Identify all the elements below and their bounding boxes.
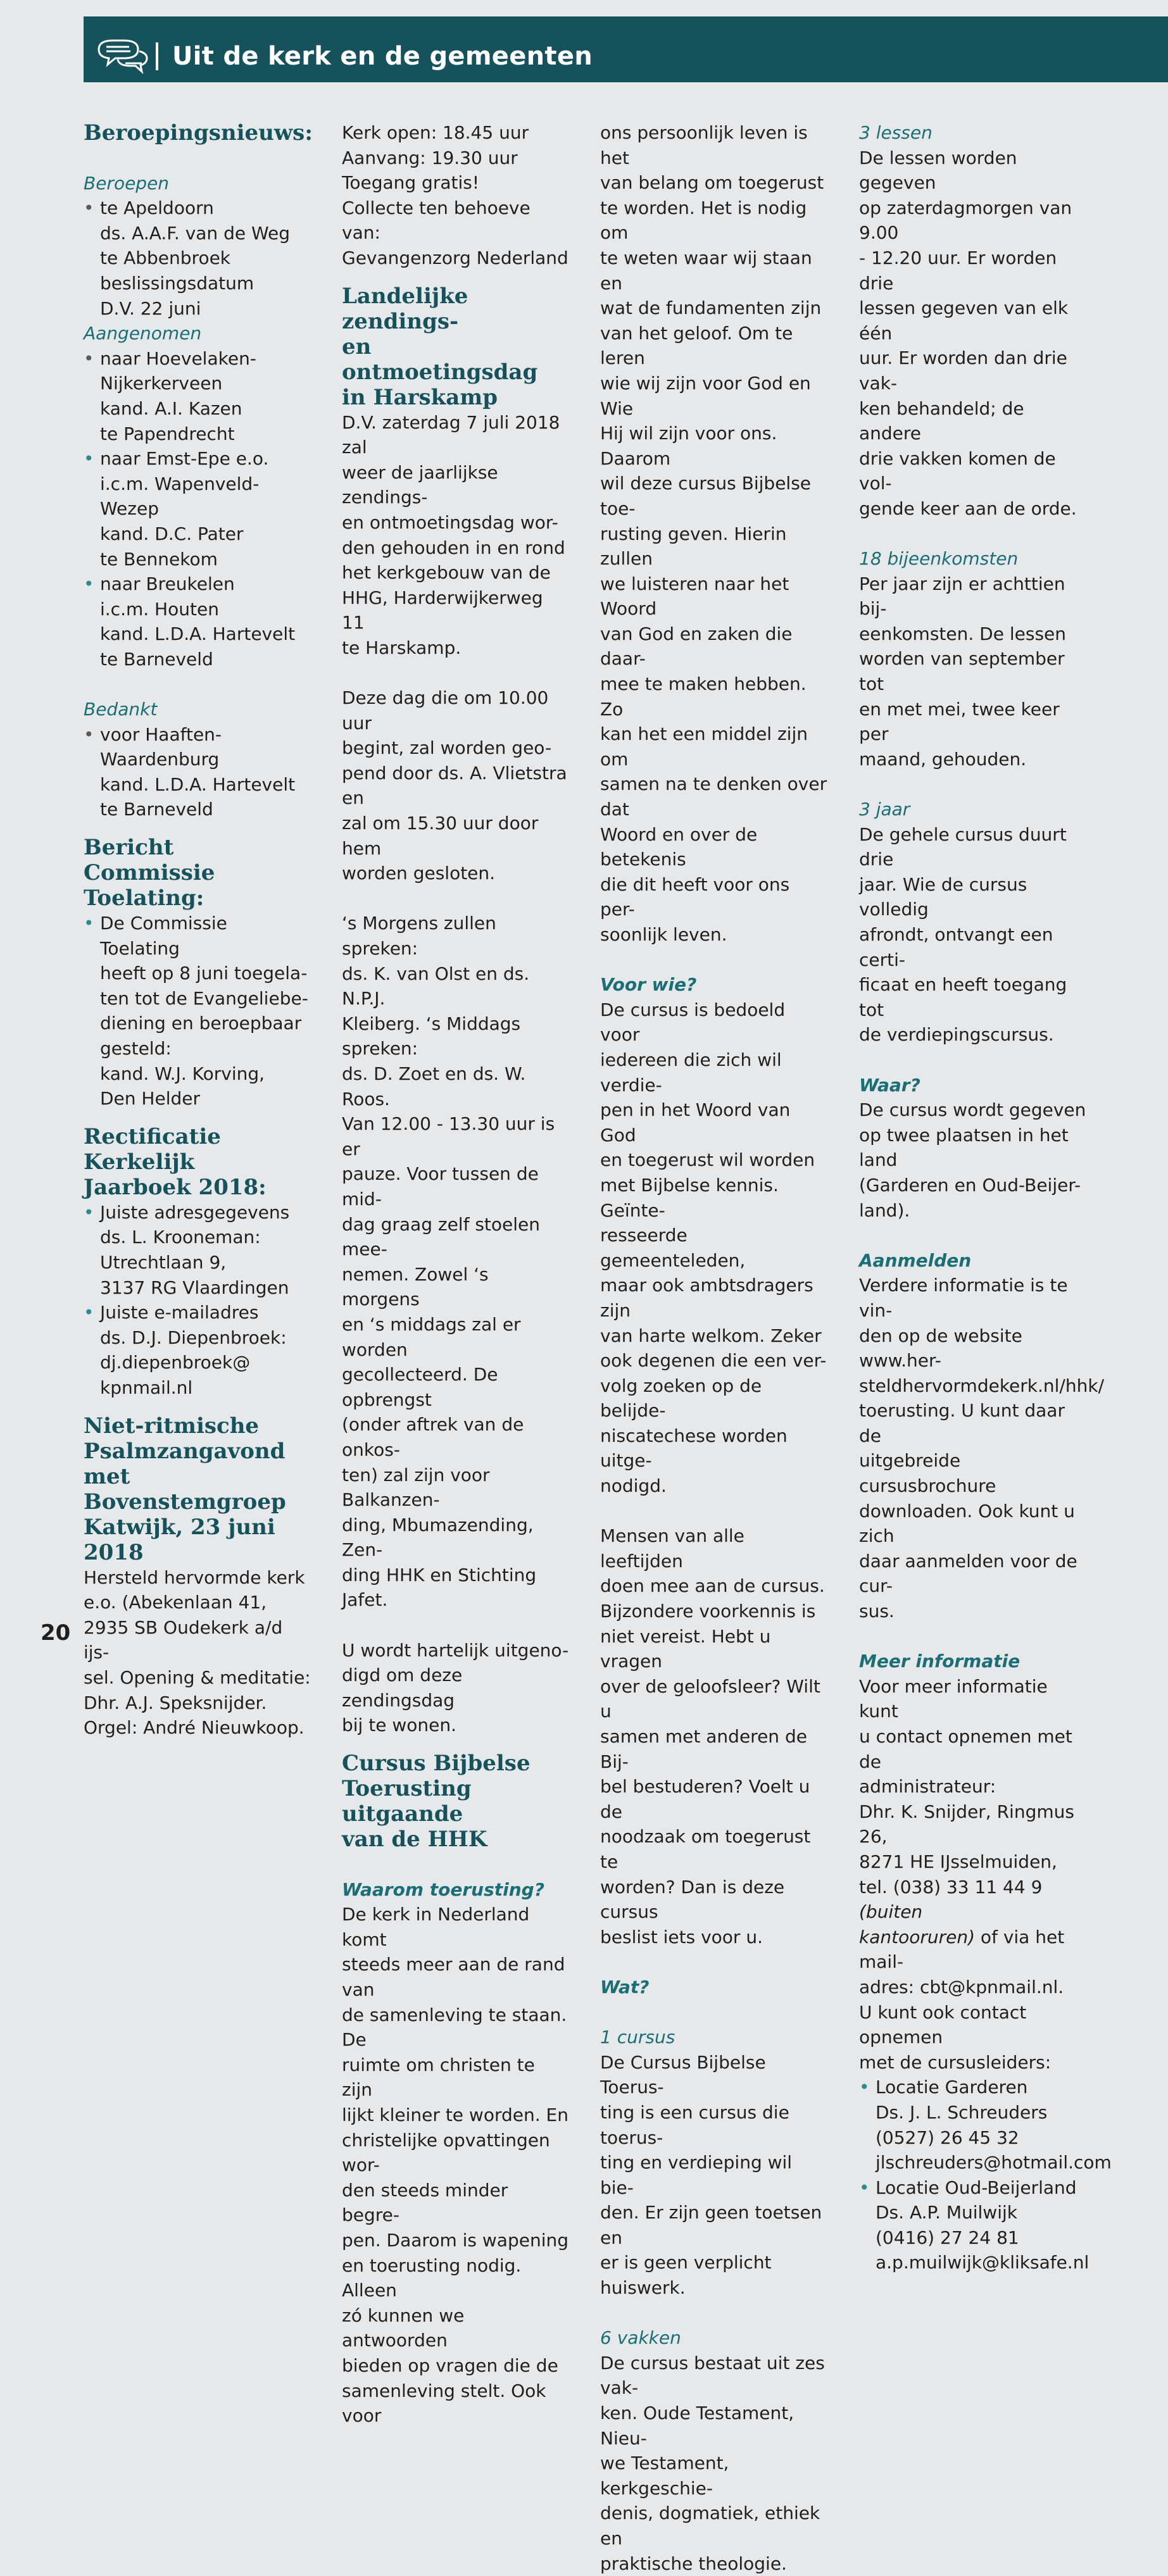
sub-waar: Waar? [859,1074,920,1096]
paragraph: Voor meer informatie kunt u contact opnemen met de administrateur: Dhr. K. Snijder, Ringmus 26, 8271 HE IJsselmuiden, tel. (038) 33 11 44 9 (buiten kantooruren) of via het mail- adres: cbt@kpnmail.nl. U kunt ook contact opnemen met de cursusleiders: [859,1675,1074,2073]
speech-bubbles-icon [92,35,151,77]
heading-zendingsdag: Landelijke zendings- en ontmoetingsdag in Harskamp [342,283,538,410]
list-item: • Juiste adresgegevens ds. L. Krooneman: Utrechtlaan 9, 3137 RG Vlaardingen [84,1200,311,1300]
header-title: Uit de kerk en de gemeenten [172,42,593,71]
list-beroepen [84,196,311,321]
list-item: • te Apeldoorn ds. A.A.F. van de Weg te Abbenbroek beslissingsdatum D.V. 22 juni [84,196,311,321]
header-separator [156,42,158,70]
sub-6-vakken: 6 vakken [600,2327,681,2349]
paragraph: De gehele cursus duurt drie jaar. Wie de cursus volledig afrondt, ontvangt een certi- ficaat en heeft toegang tot de verdiepingscursus. [859,823,1067,1046]
sub-aangenomen: Aangenomen [84,323,202,344]
sub-voor-wie: Voor wie? [600,974,697,996]
paragraph: De kerk in Nederland komt steeds meer aan de rand van de samenleving te staan. De ruimte om christen te zijn lijkt kleiner te worden. En christelijke opvattingen wor- den steeds minder begre- pen. Daarom is wapening en toerusting nodig. Alleen zó kunnen we antwoorden bieden op vragen die de samenleving stelt. Ook voor [342,1904,568,2427]
column-3 [600,120,828,2576]
sub-beroepen: Beroepen [84,172,170,194]
paragraph: Deze dag die om 10.00 uur begint, zal worden geo- pend door ds. A. Vlietstra en zal om 15.30 uur door hem worden gesloten. [342,687,567,884]
paragraph: De cursus bestaat uit zes vak- ken. Oude Testament, Nieu- we Testament, kerkgeschie- denis, dogmatiek, ethiek en praktische theologie. [600,2352,825,2574]
heading-commissie: Bericht Commissie Toelating: [84,835,215,911]
list-item: • naar Hoevelaken- Nijkerkerveen kand. A.I. Kazen te Papendrecht [84,346,311,446]
sub-bedankt: Bedankt [84,699,158,720]
list-commissie [84,911,311,1111]
list-bedankt [84,722,311,822]
paragraph: De cursus wordt gegeven op twee plaatsen in het land (Garderen en Oud-Beijer- land). [859,1099,1086,1221]
paragraph: ons persoonlijk leven is het van belang om toegerust te worden. Het is nodig om te weten waar wij staan en wat de fundamenten zijn van het geloof. Om te leren wie wij zijn voor God en Wie Hij wil zijn voor ons. Daarom wil deze cursus Bijbelse toe- rusting geven. Hierin zullen we luisteren naar het Woord van God en zaken die daar- mee te maken hebben. Zo kan het een middel zijn om samen na te denken over dat Woord en over de betekenis die dit heeft voor ons per- soonlijk leven. [600,122,827,945]
paragraph: De Cursus Bijbelse Toerus- ting is een cursus die toerus- ting en verdieping wil bie- den. Er zijn geen toetsen en er is geen verplicht huiswerk. [600,2051,822,2299]
list-cursusleiders [859,2075,1112,2275]
column-2 [342,120,570,2429]
paragraph: Per jaar zijn er achttien bij- eenkomsten. De lessen worden van september tot en met mei, twee keer per maand, gehouden. [859,573,1067,770]
sub-18-bijeenkomsten: 18 bijeenkomsten [859,548,1019,570]
list-item: • Locatie Garderen Ds. J. L. Schreuders (0527) 26 45 32 jlschreuders@hotmail.com [859,2075,1087,2175]
sub-waarom-toerusting: Waarom toerusting? [342,1879,544,1900]
list-rectificatie [84,1200,311,1401]
list-item: • De Commissie Toelating heeft op 8 juni toegela- ten tot de Evangeliebe- diening en beroepbaar gesteld: kand. W.J. Korving, Den Helder [84,911,311,1111]
paragraph: ‘s Morgens zullen spreken: ds. K. van Olst en ds. N.P.J. Kleiberg. ‘s Middags spreken: ds. D. Zoet en ds. W. Roos. Van 12.00 - 13.30 uur is er pauze. Voor tussen de mid- dag graag zelf stoelen mee- nemen. Zowel ‘s morgens en ‘s middags zal er worden gecollecteerd. De opbrengst (onder aftrek van de onkos- ten) zal zijn voor Balkanzen- ding, Mbumazending, Zen- ding HHK en Stichting Jafet. [342,913,555,1611]
column-1 [84,120,311,1741]
paragraph: D.V. zaterdag 7 juli 2018 zal weer de jaarlijkse zendings- en ontmoetingsdag wor- den gehouden in en rond het kerkgebouw van de HHG, Harderwijkerweg 11 te Harskamp. [342,411,565,658]
sub-aanmelden: Aanmelden [859,1249,972,1271]
sub-wat: Wat? [600,1976,650,1998]
column-4 [859,120,1112,2275]
list-item: • naar Emst-Epe e.o. i.c.m. Wapenveld-Wezep kand. D.C. Pater te Bennekom [84,446,311,572]
list-item: • naar Breukelen i.c.m. Houten kand. L.D.A. Hartevelt te Barneveld [84,572,311,672]
list-item: • Locatie Oud-Beijerland Ds. A.P. Muilwijk (0416) 27 24 81 a.p.muilwijk@kliksafe.nl [859,2175,1087,2275]
intro-text: Kerk open: 18.45 uur Aanvang: 19.30 uur Toegang gratis! Collecte ten behoeve van: Gevangenzorg Nederland [342,122,568,268]
list-item: • Juiste e-mailadres ds. D.J. Diepenbroek: dj.diepenbroek@ kpnmail.nl [84,1300,311,1400]
sub-3-lessen: 3 lessen [859,122,933,143]
page-number: 20 [41,1620,71,1646]
paragraph: De cursus is bedoeld voor iedereen die zich wil verdie- pen in het Woord van God en toegerust wil worden met Bijbelse kennis. Geïnte- resseerde gemeenteleden, maar ook ambtsdragers zijn van harte welkom. Zeker ook degenen die een ver- volg zoeken op de belijde- niscatechese worden uitge- nodigd. [600,999,827,1497]
sub-meer-informatie: Meer informatie [859,1651,1020,1672]
sub-3-jaar: 3 jaar [859,799,910,820]
paragraph: De lessen worden gegeven op zaterdagmorgen van 9.00 - 12.20 uur. Er worden drie lessen gegeven van elk één uur. Er worden dan drie vak- ken behandeld; de andere drie vakken komen de vol- gende keer aan de orde. [859,147,1077,519]
heading-psalmzangavond: Niet-ritmische Psalmzangavond met Bovenstemgroep Katwijk, 23 juni 2018 [84,1413,286,1565]
heading-beroepingsnieuws: Beroepingsnieuws: [84,120,313,146]
heading-cursus: Cursus Bijbelse Toerusting uitgaande van de HHK [342,1751,531,1853]
psalm-text: Hersteld hervormde kerk e.o. (Abekenlaan 41, 2935 SB Oudekerk a/d ijs- sel. Opening & meditatie: Dhr. A.J. Speksnijder. Orgel: André Nieuwkoop. [84,1566,311,1739]
sub-1-cursus: 1 cursus [600,2027,675,2048]
section-header [84,30,1168,82]
paragraph: U wordt hartelijk uitgeno- digd om deze zendingsdag bij te wonen. [342,1639,569,1736]
list-aangenomen [84,346,311,672]
list-item: • voor Haaften- Waardenburg kand. L.D.A. Hartevelt te Barneveld [84,722,311,822]
paragraph: Verdere informatie is te vin- den op de website www.her- steldhervormdekerk.nl/hhk/ toerusting. U kunt daar de uitgebreide cursusbrochure downloaden. Ook kunt u zich daar aanmelden voor de cur- sus. [859,1275,1104,1622]
paragraph: Mensen van alle leeftijden doen mee aan de cursus. Bijzondere voorkennis is niet vereist. Hebt u vragen over de geloofsleer? Wilt u samen met anderen de Bij- bel bestuderen? Voelt u de noodzaak om toegerust te worden? Dan is deze cursus beslist iets voor u. [600,1525,825,1948]
heading-rectificatie: Rectificatie Kerkelijk Jaarboek 2018: [84,1123,267,1200]
